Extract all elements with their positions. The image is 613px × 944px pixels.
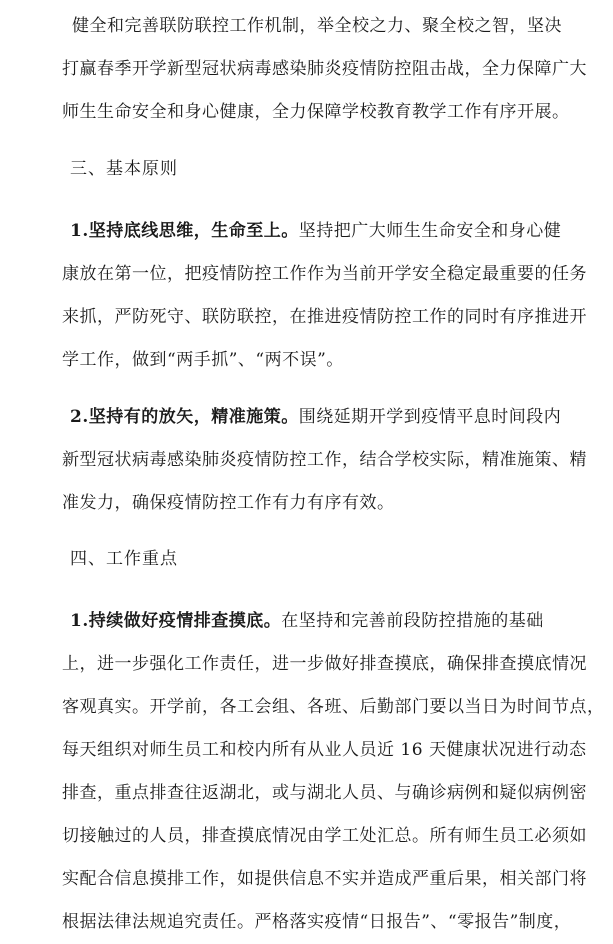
focus-1-title: 1.持续做好疫情排查摸底。 [70,611,282,631]
principle-1-text: 坚持把广大师生生命安全和身心健 [298,221,562,241]
text-line: 健全和完善联防联控工作机制，举全校之力、聚全校之智，坚决 [72,16,562,36]
text-line: 准发力，确保疫情防控工作有力有序有效。 [62,493,395,513]
text-line: 上，进一步强化工作责任，进一步做好排查摸底，确保排查摸底情况 [62,654,587,674]
text-line: 师生生命安全和身心健康，全力保障学校教育教学工作有序开展。 [62,102,570,122]
principle-1-title: 1.坚持底线思维，生命至上。 [70,221,299,241]
text-line: 实配合信息摸排工作，如提供信息不实并造成严重后果，相关部门将 [62,869,587,889]
text-line: 新型冠状病毒感染肺炎疫情防控工作，结合学校实际，精准施策、精 [62,450,587,470]
paragraph-intro [62,5,592,134]
text-line: 根据法律法规追究责任。严格落实疫情“日报告”、“零报告”制度， [62,912,572,932]
text-line [62,396,590,439]
text-line: 学工作，做到“两手抓”、“两不误”。 [62,350,344,370]
text-line: 每天组织对师生员工和校内所有从业人员近 16 天健康状况进行动态 [62,740,587,760]
paragraph-principle-2 [62,396,590,525]
principle-2-title: 2.坚持有的放矢，精准施策。 [70,407,299,427]
focus-1-text: 在坚持和完善前段防控措施的基础 [281,611,544,631]
text-line: 来抓，严防死守、联防联控，在推进疫情防控工作的同时有序推进开 [62,307,587,327]
paragraph-principle-1 [62,210,590,382]
text-line: 排查，重点排查往返湖北，或与湖北人员、与确诊病例和疑似病例密 [62,783,587,803]
text-line: 客观真实。开学前，各工会组、各班、后勤部门要以当日为时间节点， [62,697,605,717]
text-line: 康放在第一位，把疫情防控工作作为当前开学安全稳定最重要的任务 [62,264,587,284]
principle-2-text: 围绕延期开学到疫情平息时间段内 [298,407,562,427]
text-line [62,600,590,643]
text-line: 切接触过的人员，排查摸底情况由学工处汇总。所有师生员工必须如 [62,826,587,846]
text-line [62,210,590,253]
section-heading-basic-principles: 三、基本原则 [70,159,178,179]
paragraph-focus-1 [62,600,605,944]
text-line: 打赢春季开学新型冠状病毒感染肺炎疫情防控阻击战，全力保障广大 [62,59,587,79]
section-heading-work-focus: 四、工作重点 [70,549,178,569]
